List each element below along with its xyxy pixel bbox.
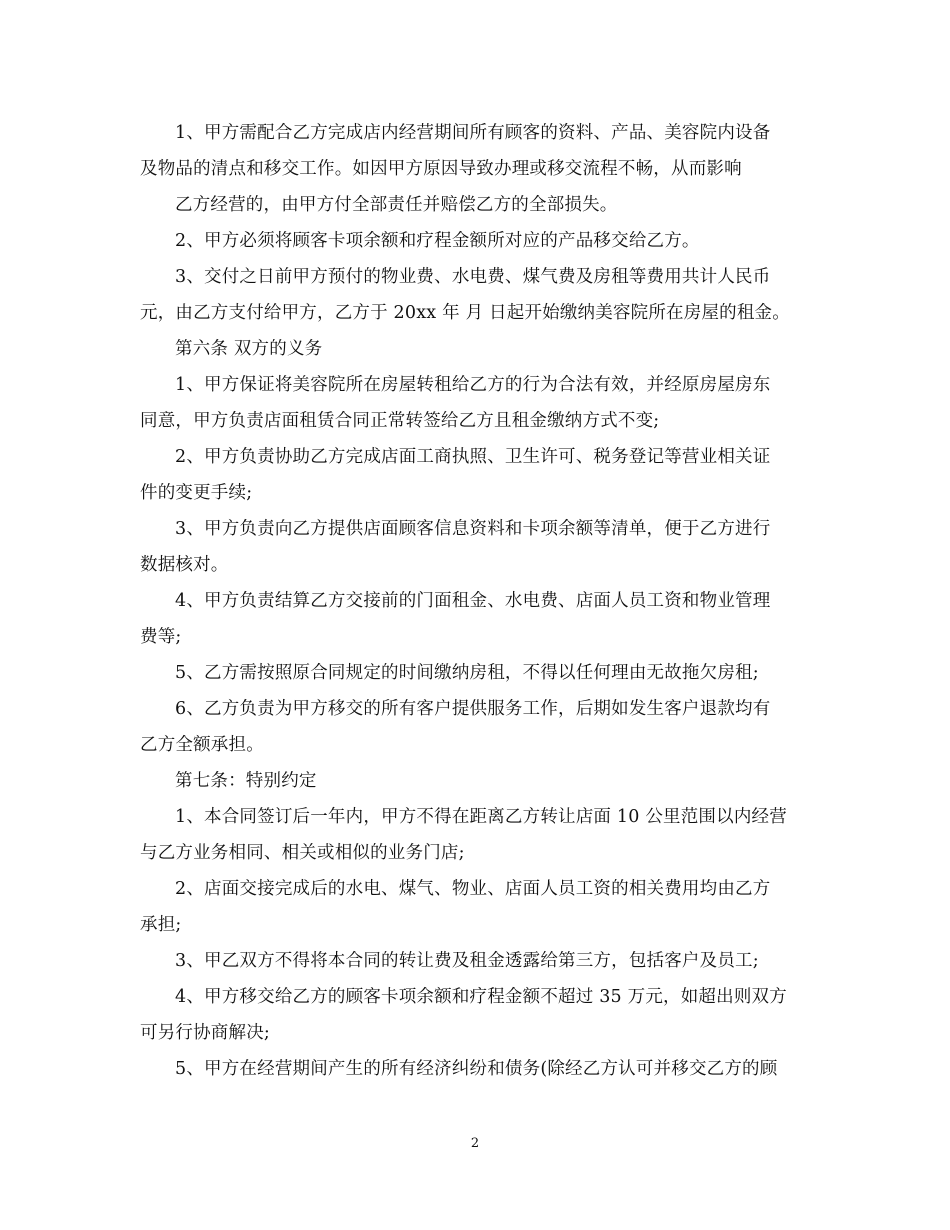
text-line: 1、本合同签订后一年内，甲方不得在距离乙方转让店面 10 公里范围以内经营	[175, 807, 787, 827]
text-line: 1、甲方保证将美容院所在房屋转租给乙方的行为合法有效，并经原房屋房东	[175, 375, 771, 395]
text-line: 2、甲方必须将顾客卡项余额和疗程金额所对应的产品移交给乙方。	[175, 231, 700, 251]
text-line: 元，由乙方支付给甲方，乙方于 20xx 年 月 日起开始缴纳美容院所在房屋的租金。	[140, 303, 790, 323]
text-line: 2、店面交接完成后的水电、煤气、物业、店面人员工资的相关费用均由乙方	[175, 879, 771, 899]
text-line: 乙方全额承担。	[140, 735, 264, 755]
text-line: 1、甲方需配合乙方完成店内经营期间所有顾客的资料、产品、美容院内设备	[175, 123, 771, 143]
text-line: 承担;	[140, 915, 182, 935]
page-number: 2	[470, 1136, 480, 1151]
text-line: 3、甲方负责向乙方提供店面顾客信息资料和卡项余额等清单，便于乙方进行	[175, 519, 771, 539]
text-line: 费等;	[140, 627, 182, 647]
section-heading: 第六条 双方的义务	[175, 339, 323, 359]
text-line: 2、甲方负责协助乙方完成店面工商执照、卫生许可、税务登记等营业相关证	[175, 447, 771, 467]
text-line: 与乙方业务相同、相关或相似的业务门店;	[140, 843, 465, 863]
text-line: 及物品的清点和移交工作。如因甲方原因导致办理或移交流程不畅，从而影响	[140, 159, 742, 179]
text-line: 可另行协商解决;	[140, 1023, 270, 1043]
text-line: 数据核对。	[140, 555, 229, 575]
text-line: 6、乙方负责为甲方移交的所有客户提供服务工作，后期如发生客户退款均有	[175, 699, 771, 719]
text-line: 同意，甲方负责店面租赁合同正常转签给乙方且租金缴纳方式不变;	[140, 411, 660, 431]
section-heading: 第七条：特别约定	[175, 771, 317, 791]
text-line: 乙方经营的，由甲方付全部责任并赔偿乙方的全部损失。	[175, 195, 618, 215]
text-line: 3、甲乙双方不得将本合同的转让费及租金透露给第三方，包括客户及员工;	[175, 951, 759, 971]
text-line: 5、乙方需按照原合同规定的时间缴纳房租，不得以任何理由无故拖欠房租;	[175, 663, 759, 683]
text-line: 4、甲方负责结算乙方交接前的门面租金、水电费、店面人员工资和物业管理	[175, 591, 771, 611]
text-line: 4、甲方移交给乙方的顾客卡项余额和疗程金额不超过 35 万元，如超出则双方	[175, 987, 787, 1007]
text-line: 3、交付之日前甲方预付的物业费、水电费、煤气费及房租等费用共计人民币	[175, 267, 771, 287]
text-line: 件的变更手续;	[140, 483, 253, 503]
text-line: 5、甲方在经营期间产生的所有经济纠纷和债务(除经乙方认可并移交乙方的顾	[175, 1059, 778, 1079]
